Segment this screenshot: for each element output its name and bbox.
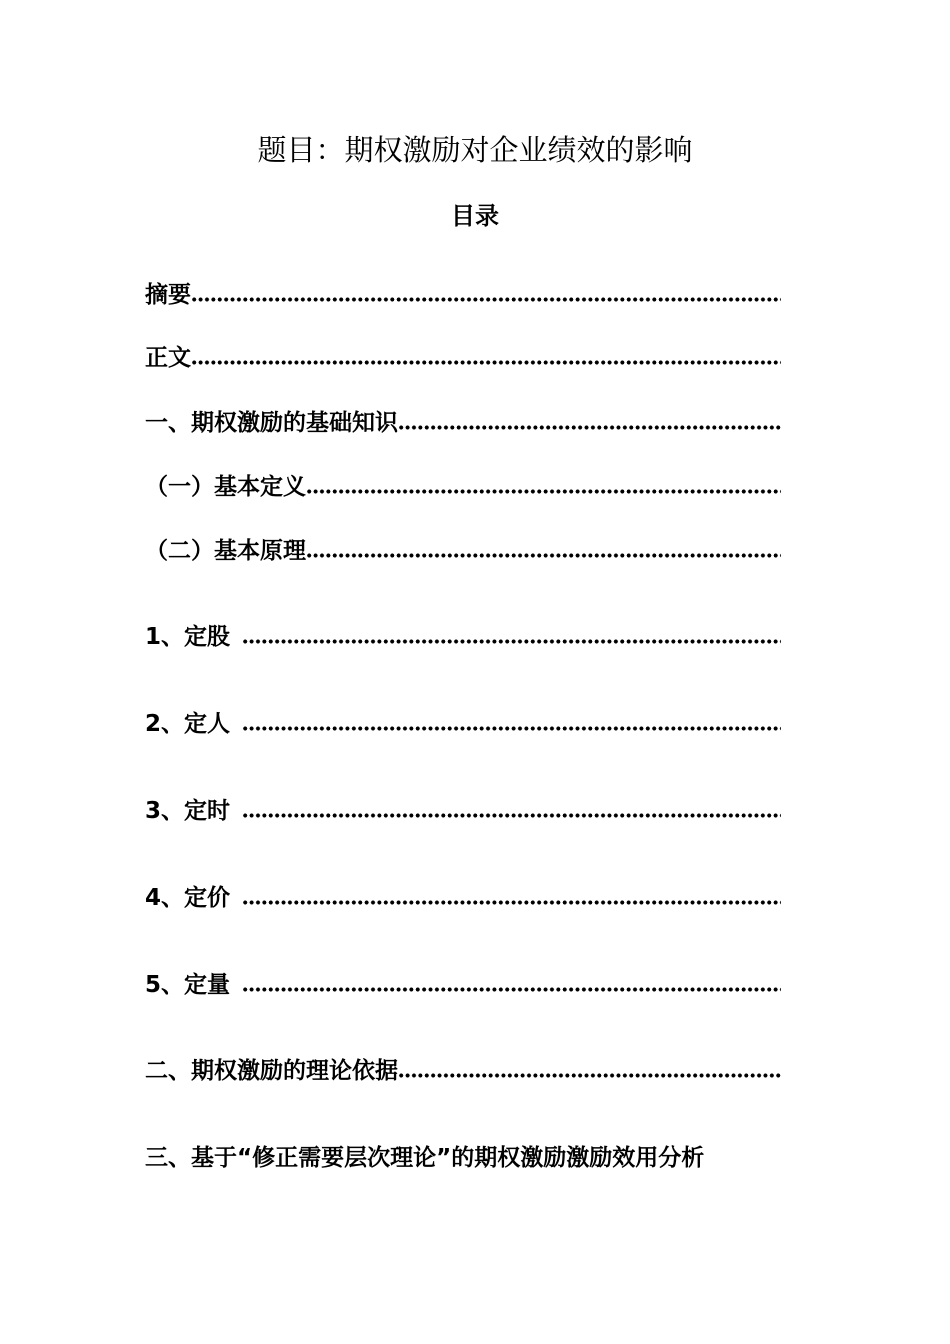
toc-entry-label: （二）基本原理 [145, 538, 306, 564]
toc-entry-label: 三、基于“修正需要层次理论”的期权激励激励效用分析 [145, 1145, 705, 1171]
toc-entry-label: （一）基本定义 [145, 474, 306, 500]
toc-entry-label: 5、定量 [145, 972, 231, 998]
toc-entry-main-text[interactable] [145, 340, 781, 376]
toc-entry-label: 摘要 [145, 282, 191, 308]
toc-entry-abstract[interactable] [145, 277, 781, 313]
toc-entry-section-3[interactable] [145, 1140, 781, 1176]
toc-entry-item-3[interactable] [145, 793, 781, 829]
dot-leader [242, 639, 781, 644]
toc-entry-section-1-2[interactable] [145, 533, 781, 569]
toc-entry-item-2[interactable] [145, 706, 781, 742]
toc-entry-label: 4、定价 [145, 885, 231, 911]
toc-entry-label: 正文 [145, 345, 191, 371]
toc-entry-section-1[interactable] [145, 405, 781, 441]
dot-leader [191, 360, 781, 365]
toc-entry-section-1-1[interactable] [145, 469, 781, 505]
toc-entry-section-2[interactable] [145, 1053, 781, 1089]
toc-entry-label: 2、定人 [145, 711, 231, 737]
toc-entry-item-1[interactable] [145, 619, 781, 655]
toc-entry-label: 1、定股 [145, 624, 231, 650]
toc-entry-label: 二、期权激励的理论依据 [145, 1058, 398, 1084]
toc-entry-item-5[interactable] [145, 967, 781, 1003]
dot-leader [242, 813, 781, 818]
dot-leader [242, 900, 781, 905]
toc-entry-item-4[interactable] [145, 880, 781, 916]
document-title: 题目：期权激励对企业绩效的影响 [257, 133, 693, 167]
toc-heading: 目录 [451, 202, 499, 230]
dot-leader [242, 726, 781, 731]
dot-leader [306, 489, 781, 494]
dot-leader [306, 553, 781, 558]
toc-entry-label: 3、定时 [145, 798, 231, 824]
dot-leader [398, 1073, 781, 1078]
dot-leader [398, 425, 781, 430]
dot-leader [191, 297, 781, 302]
toc-entry-label: 一、期权激励的基础知识 [145, 410, 398, 436]
dot-leader [242, 987, 781, 992]
